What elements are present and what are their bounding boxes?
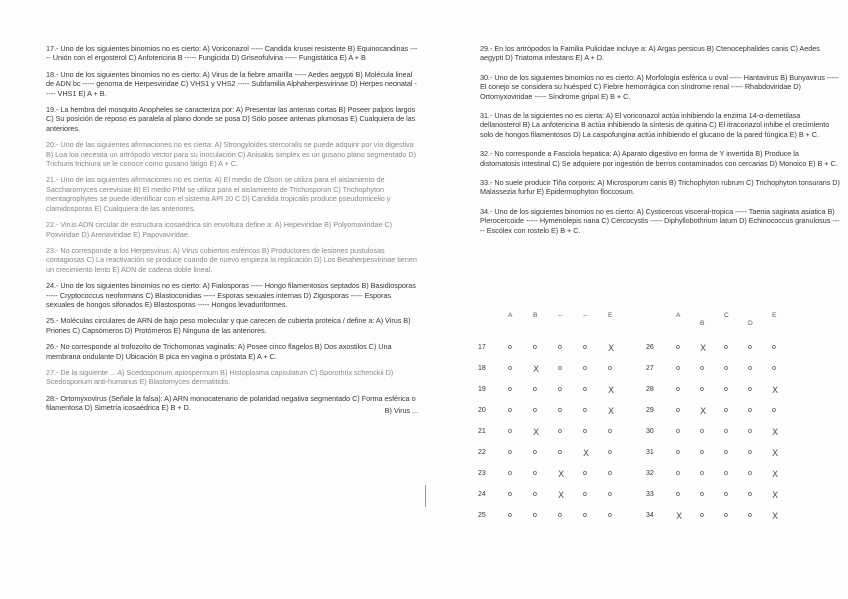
answer-bubble[interactable]: o — [508, 470, 512, 477]
answer-bubble[interactable]: X — [533, 428, 540, 438]
answer-bubble[interactable]: o — [608, 365, 612, 372]
answer-bubble[interactable]: X — [700, 407, 707, 417]
question-item: 17.- Uno de los siguientes binomios no es cierto: A) Voriconazol ----- Candida krusei resistente B) Equinocandinas ----- Unión con el ergosterol C) Anfotericina B ----- Fungicida D) Griseofulvina ----- Fungistática E) A + B — [46, 44, 418, 63]
row-number: 21 — [478, 428, 486, 435]
right-question-column — [480, 44, 840, 245]
answer-bubble[interactable]: o — [583, 512, 587, 519]
answer-row — [478, 363, 808, 384]
answer-bubble[interactable]: o — [533, 491, 537, 498]
question-item: 27.- De la siguiente ... A) Scedosporium apiospermum B) Histoplasma capsulatum C) Sporothrix schenckii D) Scedosporium anti-humanus E) Blastomyces dermatitidis. — [46, 367, 394, 387]
row-number: 17 — [478, 344, 486, 351]
row-number: 29 — [646, 407, 654, 414]
answer-row — [478, 384, 808, 405]
answer-bubble[interactable]: o — [558, 449, 562, 456]
answer-bubble[interactable]: o — [608, 512, 612, 519]
answer-bubble[interactable]: o — [724, 470, 728, 477]
answer-bubble[interactable]: X — [772, 386, 779, 396]
question-trailing-text: B) Virus ... — [384, 405, 418, 415]
answer-bubble[interactable]: o — [558, 407, 562, 414]
answer-bubble[interactable]: o — [748, 365, 752, 372]
answer-bubble[interactable]: o — [676, 365, 680, 372]
answer-bubble[interactable]: o — [508, 386, 512, 393]
answer-bubble[interactable]: o — [748, 407, 752, 414]
answer-bubble[interactable]: o — [700, 386, 704, 393]
grid-header-left: -- — [558, 312, 563, 319]
answer-bubble[interactable]: X — [772, 428, 779, 438]
answer-bubble[interactable]: o — [772, 365, 776, 372]
row-number: 30 — [646, 428, 654, 435]
answer-bubble[interactable]: X — [676, 512, 683, 522]
answer-bubble[interactable]: o — [724, 365, 728, 372]
answer-bubble[interactable]: o — [748, 491, 752, 498]
answer-bubble[interactable]: o — [700, 428, 704, 435]
row-number: 26 — [646, 344, 654, 351]
answer-bubble[interactable]: o — [533, 512, 537, 519]
row-number: 34 — [646, 512, 654, 519]
answer-bubble[interactable]: o — [724, 407, 728, 414]
answer-bubble[interactable]: o — [583, 407, 587, 414]
answer-bubble[interactable]: o — [676, 407, 680, 414]
grid-header-left: -- — [583, 312, 588, 319]
answer-bubble[interactable]: o — [748, 344, 752, 351]
answer-bubble[interactable]: o — [533, 449, 537, 456]
row-number: 24 — [478, 491, 486, 498]
answer-bubble[interactable]: o — [583, 491, 587, 498]
answer-bubble[interactable]: o — [748, 449, 752, 456]
question-item: 29.- En los artrópodos la Familia Pulicidae incluye a: A) Argas persicus B) Ctenocephalides canis C) Aedes aegypti D) Triatoma infestans E) A + D. — [480, 44, 820, 63]
answer-bubble[interactable]: o — [608, 428, 612, 435]
row-number: 19 — [478, 386, 486, 393]
answer-bubble[interactable]: o — [508, 512, 512, 519]
answer-row — [478, 426, 808, 447]
answer-bubble[interactable]: o — [724, 428, 728, 435]
answer-bubble[interactable]: o — [558, 386, 562, 393]
answer-bubble[interactable]: o — [533, 344, 537, 351]
row-number: 25 — [478, 512, 486, 519]
answer-bubble[interactable]: o — [724, 449, 728, 456]
grid-header-right: A — [676, 312, 681, 319]
answer-bubble[interactable]: o — [533, 470, 537, 477]
answer-bubble[interactable]: o — [608, 449, 612, 456]
answer-grid-header — [478, 312, 808, 327]
answer-bubble[interactable]: X — [558, 470, 565, 480]
answer-bubble[interactable]: o — [558, 428, 562, 435]
answer-bubble[interactable]: o — [583, 344, 587, 351]
row-number: 33 — [646, 491, 654, 498]
answer-bubble[interactable]: o — [508, 449, 512, 456]
question-item: 21.- Uno de las siguientes afirmaciones no es cierta: A) El medio de Olson se utiliza para el aislamiento de Saccharomyces cerevisiae B) El medio PIM se utiliza para el aislamiento de Trichosporon C) Trichophyton mentagrophytes se puede identificar con el sistema API 20 C D) Candida tropicalis produce pseudomicelio y clamidosporas E) Cualquiera de las anteriores. — [46, 175, 391, 213]
question-item: 24.- Uno de los siguientes binomios no es cierto: A) Fialosporas ----- Hongo filamentosos septados B) Basidiosporas ----- Cryptococcus neoformans C) Blastoconidias ----- Esporas sexuales internas D) Zigosporas ----- Esporas sexuales de hongos sifonados E) Blastosporas ----- Hongos levaduriformes. — [46, 281, 416, 309]
answer-bubble[interactable]: o — [533, 407, 537, 414]
answer-bubble[interactable]: o — [583, 386, 587, 393]
answer-grid — [478, 312, 808, 522]
left-question-column — [46, 44, 418, 422]
answer-bubble[interactable]: o — [700, 449, 704, 456]
answer-bubble[interactable]: o — [508, 407, 512, 414]
answer-bubble[interactable]: o — [583, 365, 587, 372]
question-item: 25.- Moléculas circulares de ARN de bajo peso molecular y que carecen de cubierta proteica / define a: A) Virus B) Priones C) Capsómeros D) Protómeros E) Ninguna de las anteriores. — [46, 316, 411, 335]
row-number: 23 — [478, 470, 486, 477]
answer-bubble[interactable]: o — [558, 365, 562, 372]
grid-header-left: E — [608, 312, 613, 319]
answer-bubble[interactable]: o — [676, 470, 680, 477]
answer-bubble[interactable]: o — [558, 512, 562, 519]
answer-bubble[interactable]: o — [748, 386, 752, 393]
question-item: 22.- Virus ADN circular de estructura icosaédrica sin envoltura define a: A) Hepeviridae B) Polyomaviridae C) Poxviridae D) Arenaviridae E) Papovaviridae. — [46, 220, 393, 239]
answer-row — [478, 489, 808, 510]
question-item: 33.- No suele producir Tiña corporis: A) Microsporum canis B) Trichophyton rubrum C) Trichophyton tonsurans D) Malassezia furfur E) Epidermophyton floccosum. — [480, 178, 840, 197]
answer-bubble[interactable]: o — [508, 344, 512, 351]
answer-bubble[interactable]: o — [608, 491, 612, 498]
answer-row — [478, 510, 808, 531]
answer-bubble[interactable]: o — [508, 491, 512, 498]
answer-bubble[interactable]: X — [558, 491, 565, 501]
grid-header-right: C — [724, 312, 729, 319]
answer-bubble[interactable]: o — [508, 428, 512, 435]
answer-bubble[interactable]: o — [748, 428, 752, 435]
answer-bubble[interactable]: o — [676, 386, 680, 393]
answer-bubble[interactable]: o — [700, 365, 704, 372]
grid-header-left: B — [533, 312, 538, 319]
row-number: 22 — [478, 449, 486, 456]
answer-bubble[interactable]: X — [772, 512, 779, 522]
question-item: 23.- No corresponde a los Herpesvirus: A) Virus cubiertos esféricos B) Productores de lesiones pustulosas contagiosas C) La reactivación se produce cuando de nuevo empieza la replicación D) Los Betaherpesvirinae tienen un crecimiento lento E) ADN de cadena doble lineal. — [46, 245, 417, 274]
answer-bubble[interactable]: o — [608, 470, 612, 477]
row-number: 28 — [646, 386, 654, 393]
row-number: 27 — [646, 365, 654, 372]
question-item: 31.- Unas de la siguientes no es cierta: A) El voriconazol actúa inhibiendo la enzima 14-α-demetilasa dellanosterol B) La anfotericina B actúa inhibiendo la síntesis de quitina C) El itraconazol inhibe el crecimiento solo de hongos filamentosos D) La caspofungina actúa inhibiendo el glucano de la pared fúngica E) B + C. — [480, 111, 830, 139]
answer-row — [478, 468, 808, 489]
question-item: 34.- Uno de los siguientes binomios no es cierto: A) Cysticercus visceral-tropica ----- Taenia saginata asiatica B) Plerocercoide ----- Hymenolepis nana C) Cercocystis ----- Diphyllobothrium latum D) Echinococcus granulosus ----- Escólex con rostelo E) B + C. — [480, 206, 840, 235]
row-number: 20 — [478, 407, 486, 414]
answer-row — [478, 447, 808, 468]
question-item: 19.- La hembra del mosquito Anopheles se caracteriza por: A) Presentar las antenas cortas B) Poseer palpos largos C) Su posición de reposo es paralela al plano donde se posa D) Sólo posee antenas plumosas E) Cualquiera de las anteriores. — [46, 105, 416, 133]
grid-header-right: B — [700, 320, 705, 327]
answer-bubble[interactable]: o — [676, 449, 680, 456]
answer-bubble[interactable]: o — [508, 365, 512, 372]
answer-row — [478, 342, 808, 363]
row-number: 18 — [478, 365, 486, 372]
answer-bubble[interactable]: o — [724, 344, 728, 351]
answer-bubble[interactable]: o — [676, 428, 680, 435]
question-item: 28.- Ortomyxovirus (Señale la falsa): A) ARN monocatenario de polaridad negativa segmentado C) Forma esférica o filamentosa D) Simetría icosaédrica E) B + D. — [46, 393, 416, 413]
answer-grid-rows — [478, 342, 808, 531]
question-item: 30.- Uno de los siguientes binomios no es cierto: A) Morfología esférica u oval ----- Hantavirus B) Bunyavirus ----- El conejo se considera su huésped C) Fiebre hemorrágica con síndrome renal ----- Rhabdoviridae D) Ortomyxoviridae ----- Síndrome gripal E) B + C. — [480, 72, 839, 101]
answer-bubble[interactable]: o — [583, 470, 587, 477]
answer-bubble[interactable]: o — [724, 491, 728, 498]
grid-header-right: D — [748, 320, 753, 327]
answer-bubble[interactable]: o — [724, 386, 728, 393]
row-number: 31 — [646, 449, 654, 456]
answer-bubble[interactable]: o — [583, 428, 587, 435]
grid-header-right: E — [772, 312, 777, 319]
answer-bubble[interactable]: X — [608, 407, 615, 417]
answer-bubble[interactable]: o — [700, 470, 704, 477]
answer-bubble[interactable]: X — [772, 449, 779, 459]
answer-bubble[interactable]: o — [676, 344, 680, 351]
answer-bubble[interactable]: o — [676, 491, 680, 498]
answer-bubble[interactable]: o — [772, 407, 776, 414]
question-item: 20.- Uno de las siguientes afirmaciones no es cierta: A) Strongyloides stercoralis se puede adquirir por vía digestiva B) Loa loa necesita un artrópodo vector para su inoculación C) Anisakis simplex es un gusano plano segmentado D) Trichuris trichiura se le conoce como gusano látigo E) A + C. — [46, 140, 417, 169]
answer-bubble[interactable]: o — [700, 491, 704, 498]
answer-bubble[interactable]: X — [772, 470, 779, 480]
grid-header-left: A — [508, 312, 513, 319]
answer-bubble[interactable]: X — [533, 365, 540, 375]
question-item: 18.- Uno de los siguientes binomios no es cierto: A) Virus de la fiebre amarilla ----- Aedes aegypti B) Molécula lineal de ADN bc ----- genoma de Herpesviridae C) VHS1 y VHS2 ----- Subfamilia Alphaherpesvirinae D) Herpes neonatal ----- VHS1 E) A + B. — [46, 69, 417, 98]
answer-bubble[interactable]: X — [608, 344, 615, 354]
question-item: 32.- No corresponde a Fasciola hepatica: A) Aparato digestivo en forma de Y invertida B) Produce la distomatosis intestinal C) Se adquiere por ingestión de berros contaminados con cercarias D) Monoico E) B + C. — [480, 149, 838, 168]
answer-bubble[interactable]: o — [558, 344, 562, 351]
answer-bubble[interactable]: X — [772, 491, 779, 501]
answer-bubble[interactable]: X — [700, 344, 707, 354]
answer-bubble[interactable]: X — [583, 449, 590, 459]
answer-bubble[interactable]: o — [700, 512, 704, 519]
answer-bubble[interactable]: o — [772, 344, 776, 351]
page-fold-line — [425, 485, 426, 507]
answer-bubble[interactable]: o — [748, 470, 752, 477]
question-item: 26.- No corresponde al trofozoíto de Trichomonas vaginalis: A) Posee cinco flagelos B) Dos axostilos C) Una membrana ondulante D) Ubicación B pica en vagina o próstata E) A + C. — [46, 342, 392, 361]
answer-bubble[interactable]: X — [608, 386, 615, 396]
answer-bubble[interactable]: o — [533, 386, 537, 393]
answer-bubble[interactable]: o — [724, 512, 728, 519]
row-number: 32 — [646, 470, 654, 477]
answer-row — [478, 405, 808, 426]
answer-bubble[interactable]: o — [748, 512, 752, 519]
